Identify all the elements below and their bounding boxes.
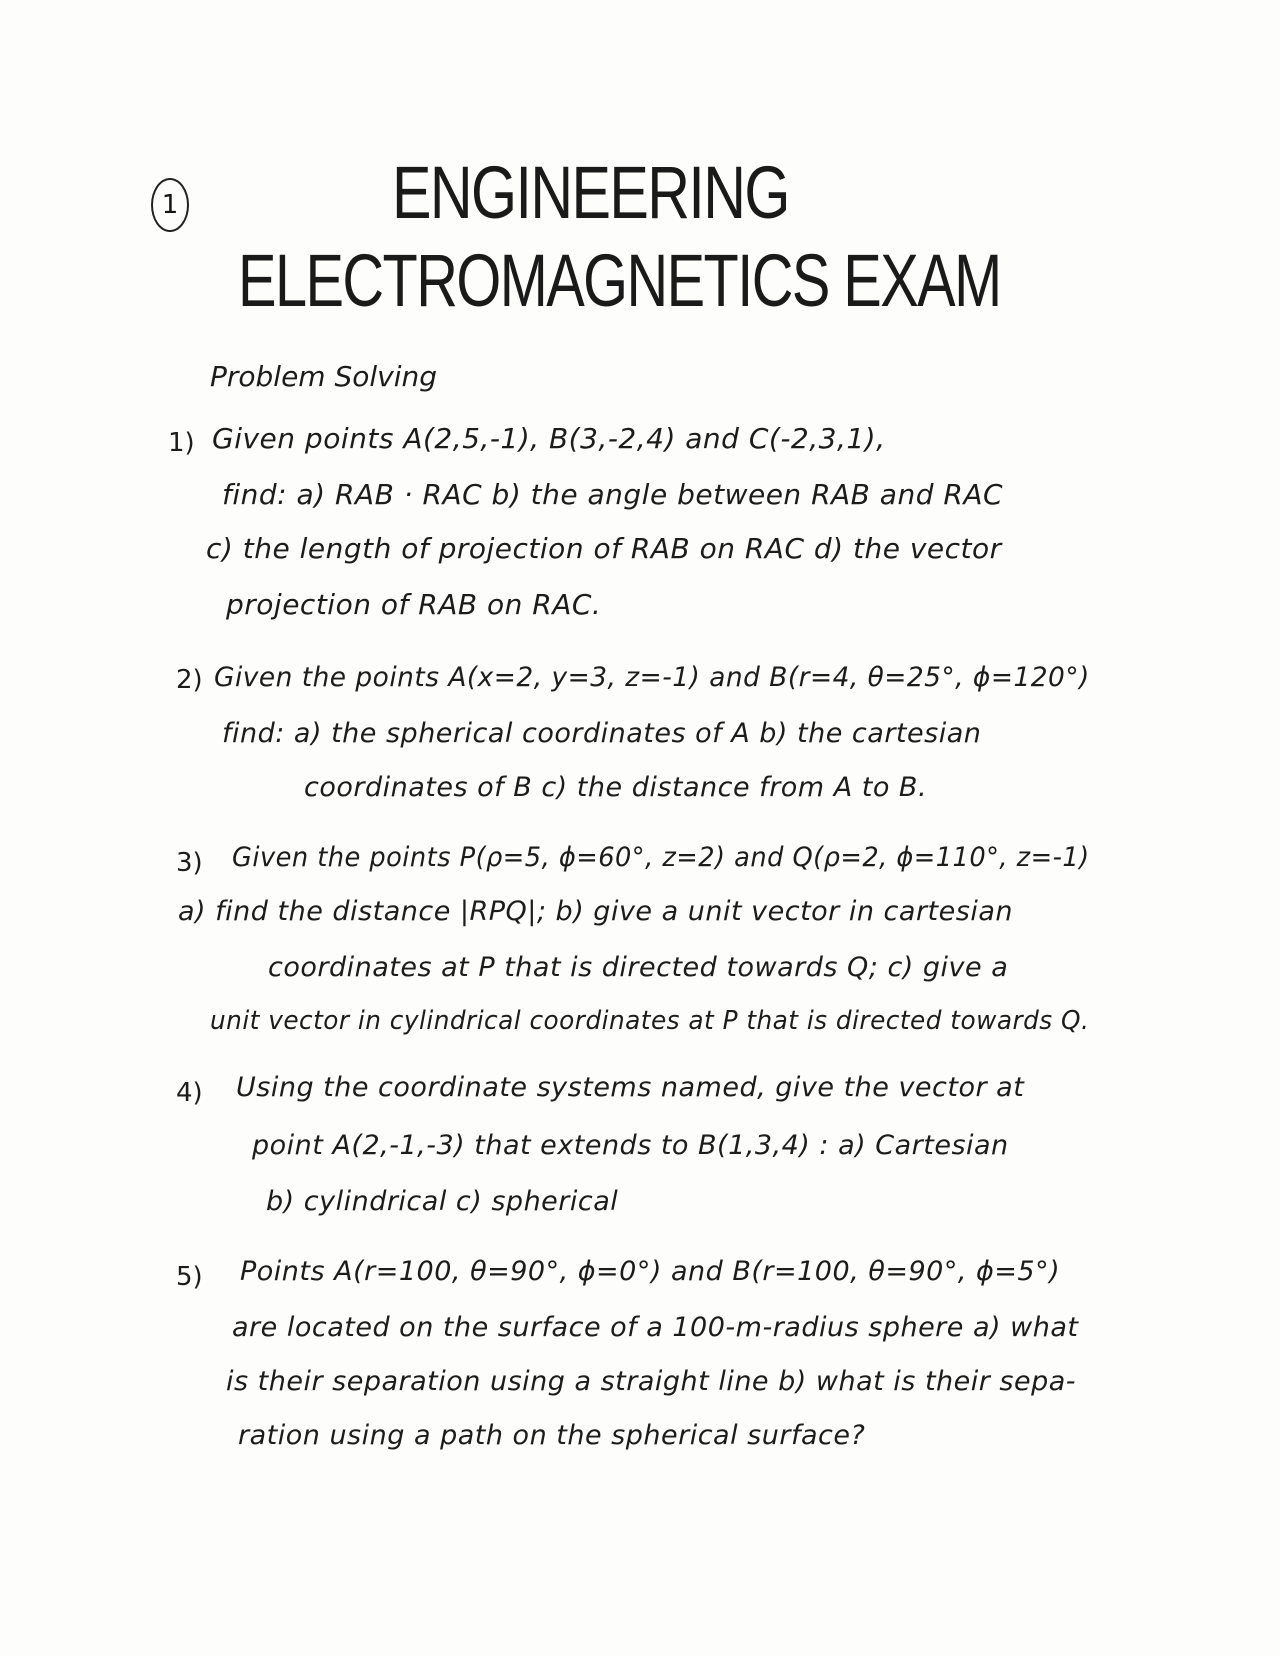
problem-number: 4)	[176, 1078, 203, 1108]
problem-line: Points A(r=100, θ=90°, ϕ=0°) and B(r=100, θ=90°, ϕ=5°)	[240, 1256, 1061, 1287]
problem-line: are located on the surface of a 100-m-radius sphere a) what	[232, 1312, 1079, 1343]
exam-title-line-2: ELECTROMAGNETICS EXAM	[238, 239, 1001, 322]
problem-number: 2)	[176, 665, 203, 695]
problem-line: point A(2,-1,-3) that extends to B(1,3,4) : a) Cartesian	[252, 1130, 1009, 1161]
problem-line: Given the points A(x=2, y=3, z=-1) and B(r=4, θ=25°, ϕ=120°)	[214, 662, 1090, 693]
problem-line: Using the coordinate systems named, give the vector at	[236, 1072, 1025, 1103]
page-number: 1	[151, 178, 189, 232]
exam-title-line-1: ENGINEERING	[392, 151, 789, 234]
section-heading: Problem Solving	[210, 360, 438, 393]
problem-number: 1)	[168, 428, 195, 458]
problem-line: Given points A(2,5,-1), B(3,-2,4) and C(-2,3,1),	[212, 422, 886, 455]
problem-line: projection of RAB on RAC.	[226, 588, 602, 621]
problem-line: find: a) the spherical coordinates of A b) the cartesian	[222, 718, 982, 749]
problem-number: 3)	[176, 848, 203, 878]
problem-line: b) cylindrical c) spherical	[266, 1186, 619, 1217]
problem-line: Given the points P(ρ=5, ϕ=60°, z=2) and Q(ρ=2, ϕ=110°, z=-1)	[232, 842, 1090, 873]
problem-number: 5)	[176, 1262, 203, 1292]
problem-line: is their separation using a straight line b) what is their sepa-	[226, 1366, 1077, 1397]
problem-line: unit vector in cylindrical coordinates at P that is directed towards Q.	[210, 1006, 1090, 1036]
problem-line: find: a) RAB · RAC b) the angle between RAB and RAC	[222, 478, 1004, 511]
problem-line: c) the length of projection of RAB on RAC d) the vector	[206, 532, 1002, 565]
problem-line: coordinates at P that is directed towards Q; c) give a	[268, 952, 1009, 983]
problem-line: coordinates of B c) the distance from A to B.	[304, 772, 928, 803]
problem-line: a) find the distance |RPQ|; b) give a unit vector in cartesian	[178, 896, 1013, 927]
problem-line: ration using a path on the spherical surface?	[238, 1420, 866, 1451]
